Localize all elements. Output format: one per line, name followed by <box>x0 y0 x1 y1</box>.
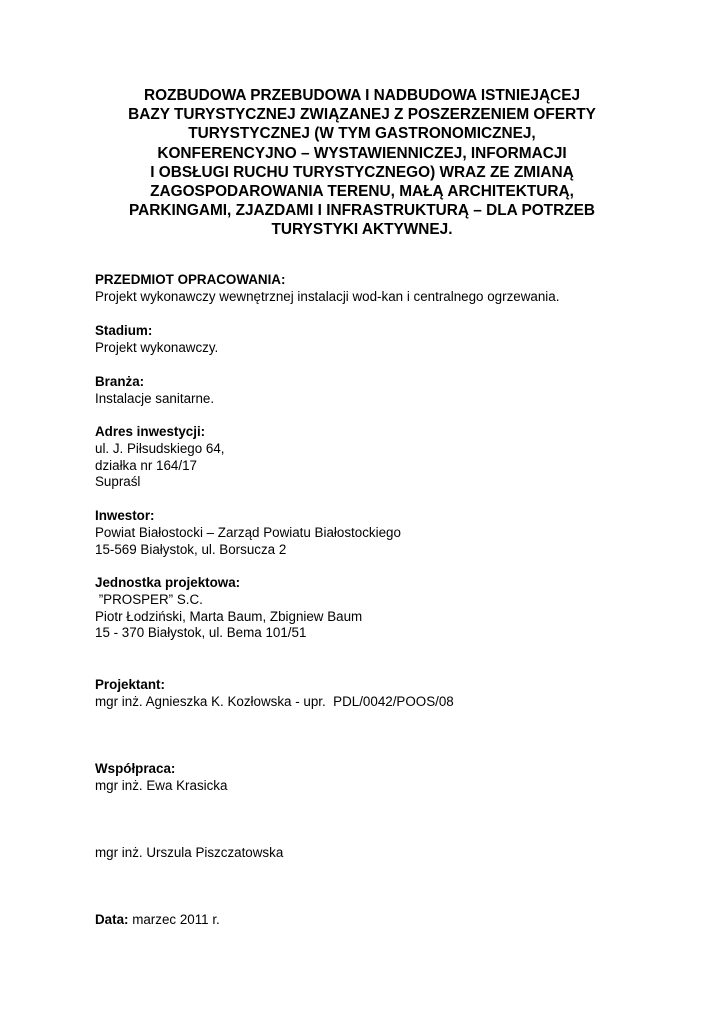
title-line: KONFERENCYJNO – WYSTAWIENNICZEJ, INFORMACJI <box>157 144 567 162</box>
field-value: Projekt wykonawczy. <box>95 339 219 355</box>
field-label: Projektant: <box>95 677 165 692</box>
field-branza <box>95 374 695 408</box>
field-wspolpraca-2 <box>95 845 695 862</box>
field-value: ul. J. Piłsudskiego 64, <box>95 440 225 456</box>
field-value: Piotr Łodziński, Marta Baum, Zbigniew Baum <box>95 608 363 624</box>
field-value: 15 - 370 Białystok, ul. Bema 101/51 <box>95 625 307 641</box>
field-value: ”PROSPER” S.C. <box>95 591 203 607</box>
field-label: Współpraca: <box>95 761 176 776</box>
field-value: Powiat Białostocki – Zarząd Powiatu Białostockiego <box>95 524 401 540</box>
field-label: Branża: <box>95 374 145 389</box>
field-przedmiot <box>95 272 695 306</box>
field-jednostka <box>95 575 695 642</box>
title-line: TURYSTYKI AKTYWNEJ. <box>271 221 453 239</box>
field-value: Instalacje sanitarne. <box>95 390 215 406</box>
field-stadium <box>95 323 695 357</box>
field-projektant <box>95 677 695 711</box>
field-inwestor <box>95 508 695 558</box>
field-label: PRZEDMIOT OPRACOWANIA: <box>95 272 286 287</box>
title-line: PARKINGAMI, ZJAZDAMI I INFRASTRUKTURĄ – DLA POTRZEB <box>129 202 595 220</box>
field-label: Inwestor: <box>95 508 155 523</box>
field-value: mgr inż. Urszula Piszczatowska <box>95 845 284 860</box>
field-value: działka nr 164/17 <box>95 457 197 473</box>
field-value: Supraśl <box>95 474 141 490</box>
title-line: I OBSŁUGI RUCHU TURYSTYCZNEGO) WRAZ ZE ZMIANĄ <box>150 163 574 181</box>
field-value: mgr inż. Agnieszka K. Kozłowska - upr. PDL/0042/POOS/08 <box>95 693 454 709</box>
field-label: Adres inwestycji: <box>95 424 206 439</box>
title-line: BAZY TURYSTYCZNEJ ZWIĄZANEJ Z POSZERZENIEM OFERTY <box>128 106 596 124</box>
document-title <box>60 86 664 240</box>
field-value: 15-569 Białystok, ul. Borsucza 2 <box>95 541 287 557</box>
field-data <box>95 912 695 929</box>
field-label: Jednostka projektowa: <box>95 575 241 590</box>
field-adres <box>95 424 695 491</box>
title-line: TURYSTYCZNEJ (W TYM GASTRONOMICZNEJ, <box>188 125 536 143</box>
field-label: Stadium: <box>95 323 153 338</box>
title-line: ROZBUDOWA PRZEBUDOWA I NADBUDOWA ISTNIEJĄCEJ <box>143 87 581 104</box>
field-value: mgr inż. Ewa Krasicka <box>95 777 228 793</box>
title-line: ZAGOSPODAROWANIA TERENU, MAŁĄ ARCHITEKTURĄ, <box>150 183 574 201</box>
field-label: Data: <box>95 912 129 927</box>
field-value: marzec 2011 r. <box>128 912 220 927</box>
field-value: Projekt wykonawczy wewnętrznej instalacji wod-kan i centralnego ogrzewania. <box>95 288 560 304</box>
field-wspolpraca <box>95 761 695 795</box>
